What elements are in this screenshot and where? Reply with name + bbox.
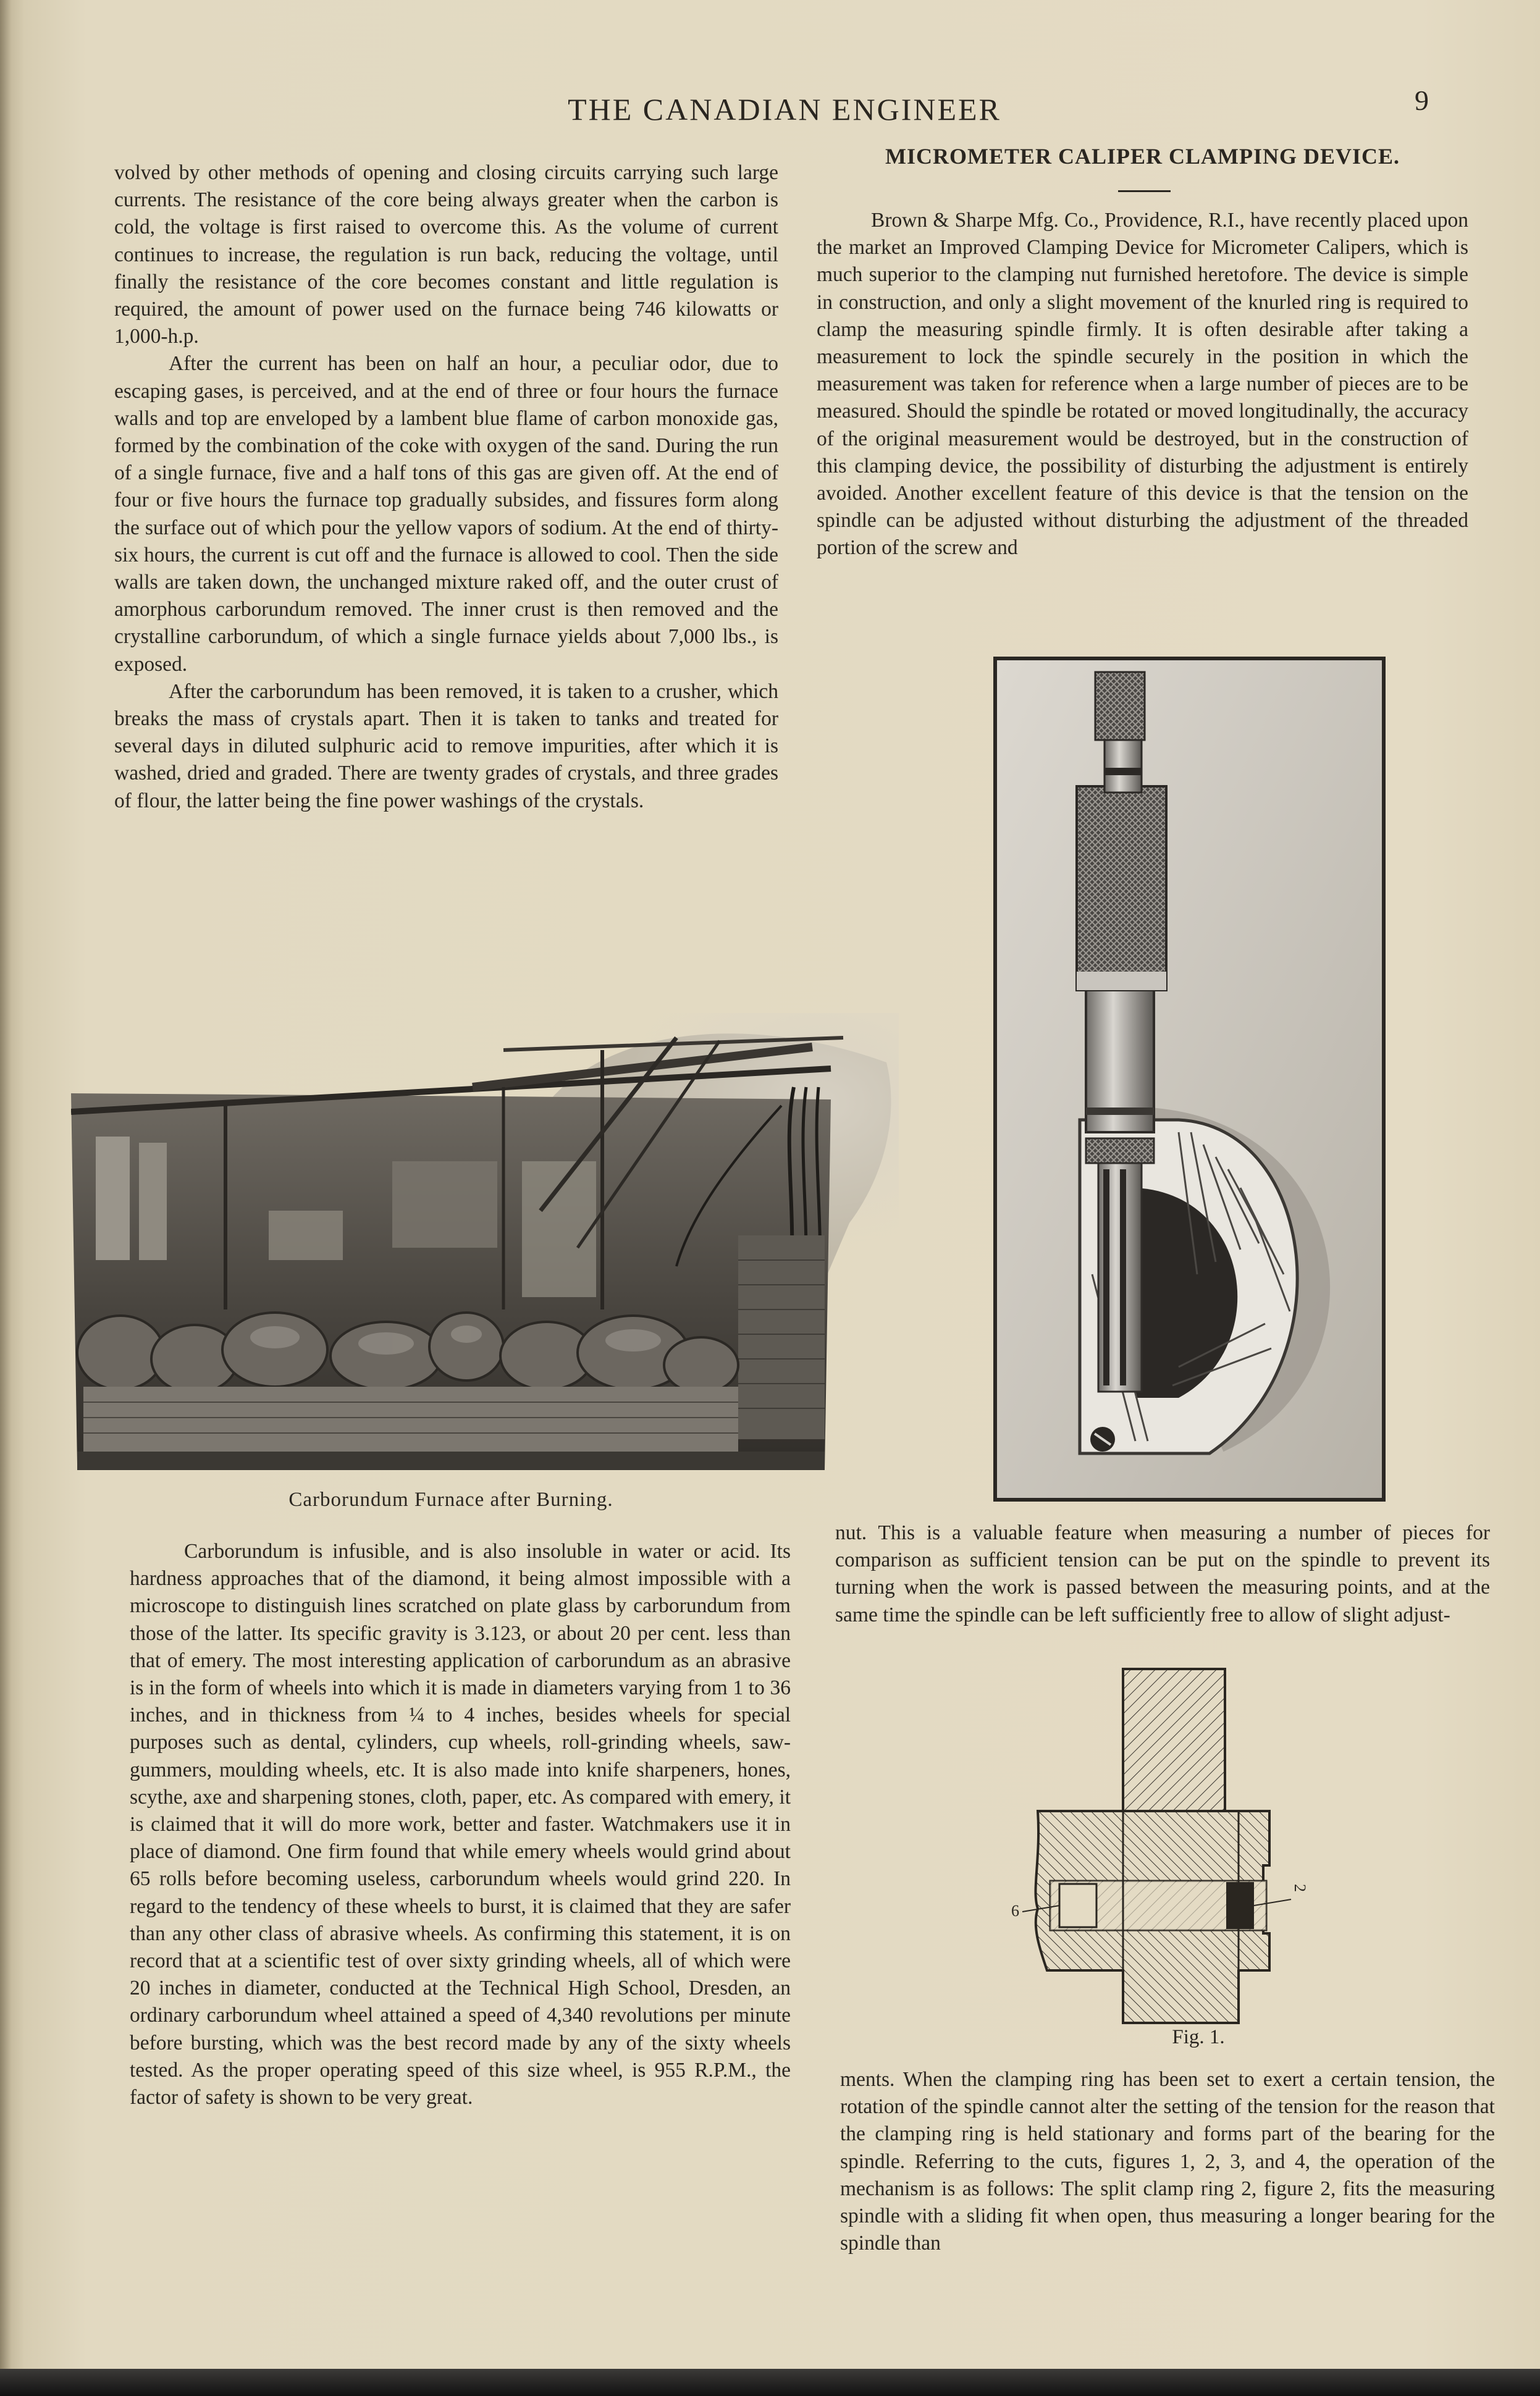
heading-rule	[1118, 190, 1171, 192]
right-column-top	[817, 207, 1468, 562]
right-column-mid	[835, 1520, 1490, 1629]
left-column-bottom	[130, 1538, 791, 2111]
right-column-bottom	[840, 2066, 1495, 2257]
page-number: 9	[1415, 85, 1429, 116]
paragraph: volved by other methods of opening and closing circuits carrying such large currents. The resistance of the core being always greater when the carbon is cold, the voltage is first raised to overcome this. As the volume of current continues to increase, the regulation is run back, reducing the voltage, until finally the resistance of the core becomes constant and little regulation is required, the amount of power used on the furnace being 746 kilowatts or 1,000-h.p.	[114, 161, 778, 348]
paragraph: nut. This is a valuable feature when measuring a number of pieces for comparison as sufficient tension can be put on the spindle to prevent its turning when the work is passed between the measuring points, and at the same time the spindle can be left sufficiently free to allow of slight adjust-	[835, 1521, 1490, 1626]
paragraph: Carborundum is infusible, and is also insoluble in water or acid. Its hardness approaches that of the diamond, it being almost impossible with a microscope to distinguish lines scratched on plate glass by carborundum from those of the latter. Its specific gravity is 3.123, or about 20 per cent. less than that of emery. The most interesting application of carborundum as an abrasive is in the form of wheels into which it is made in diameters varying from 1 to 36 inches, and in thickness from ¼ to 4 inches, besides wheels for special purposes such as dental, cylinders, cup wheels, roll-grinding wheels, saw-gummers, moulding wheels, etc. It is also made into knife sharpeners, hones, scythe, axe and sharpening stones, cloth, paper, etc. As compared with emery, it is claimed that it will do more work, better and faster. Watchmakers use it in place of diamond. One firm found that while emery wheels would grind about 65 rolls before becoming useless, carborundum wheels would grind 220. In regard to the tendency of these wheels to burst, it is claimed that they are safer than any other class of abrasive wheels. As confirming this statement, it is on record that at a scientific test of over sixty grinding wheels, all of which were 20 inches in diameter, conducted at the Technical High School, Dresden, an ordinary carborundum wheel attained a speed of 4,340 revolutions per minute before bursting, which was the best record made by any of the sixty wheels tested. As the proper operating speed of this size wheel, is 955 R.P.M., the factor of safety is shown to be very great.	[130, 1540, 791, 2109]
page-header-title: THE CANADIAN ENGINEER	[568, 92, 1001, 127]
left-column-top	[114, 159, 778, 815]
page-spine-shadow	[0, 0, 11, 2396]
clamp-cross-section-figure	[1004, 1662, 1325, 2032]
micrometer-photo	[993, 657, 1386, 1502]
figure-caption: Fig. 1.	[1172, 2026, 1225, 2048]
page-bottom-edge	[0, 2369, 1540, 2396]
paragraph: After the carborundum has been removed, it is taken to a crusher, which breaks the mass of crystals apart. Then it is taken to tanks and treated for several days in diluted sulphuric acid to remove impurities, after which it is washed, dried and graded. There are twenty grades of crystals, and three grades of flour, the latter being the fine power washings of the crystals.	[114, 679, 778, 812]
figure-label-left: 6	[1011, 1902, 1019, 1920]
figure-label-right: 2	[1291, 1884, 1309, 1892]
article-heading: MICROMETER CALIPER CLAMPING DEVICE.	[885, 144, 1400, 169]
furnace-photo-caption: Carborundum Furnace after Burning.	[288, 1489, 613, 1511]
paragraph: After the current has been on half an hour, a peculiar odor, due to escaping gases, is perceived, and at the end of three or four hours the furnace walls and top are enveloped by a lambent blue flame of carbon monoxide gas, formed by the combination of the coke with oxygen of the sand. During the run of a single furnace, five and a half tons of this gas are given off. At the end of four or five hours the furnace top gradually subsides, and fissures form along the surface out of which pour the yellow vapors of sodium. At the end of thirty-six hours, the current is cut off and the furnace is allowed to cool. Then the side walls are taken down, the unchanged mixture raked off, and the outer crust of amorphous carborundum removed. The inner crust is then removed and the crystalline carborundum, of which a single furnace yields about 7,000 lbs., is exposed.	[114, 352, 778, 676]
paragraph: ments. When the clamping ring has been set to exert a certain tension, the rotation of the spindle cannot alter the setting of the tension for the reason that the clamping ring is held stationary and forms part of the bearing for the spindle. Referring to the cuts, figures 1, 2, 3, and 4, the operation of the mechanism is as follows: The split clamp ring 2, figure 2, fits the measuring spindle with a sliding fit when open, thus measuring a longer bearing for the spindle than	[840, 2068, 1495, 2255]
paragraph: Brown & Sharpe Mfg. Co., Providence, R.I., have recently placed upon the market an Improved Clamping Device for Micrometer Calipers, which is much superior to the clamping nut furnished heretofore. The device is simple in construction, and only a slight movement of the knurled ring is required to clamp the measuring spindle firmly. It is often desirable after taking a measurement to lock the spindle securely in the position in which the measurement was taken for reference when a large number of pieces are to be measured. Should the spindle be rotated or moved longitudinally, the accuracy of the original measurement would be destroyed, but in the construction of this clamping device, the possibility of disturbing the adjustment is entirely avoided. Another excellent feature of this device is that the tension on the spindle can be adjusted without disturbing the adjustment of the threaded portion of the screw and	[817, 209, 1468, 560]
furnace-photo	[71, 988, 899, 1470]
